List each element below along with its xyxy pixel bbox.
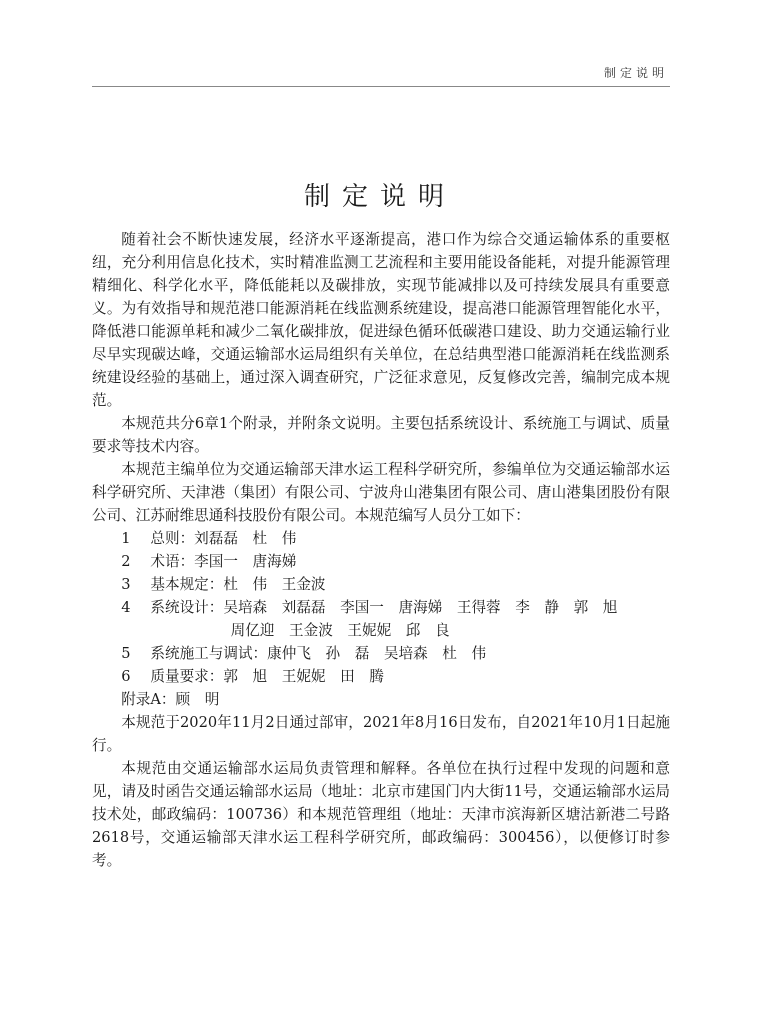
list-item [92,665,670,688]
item-text: 系统施工与调试：康仲飞 孙 磊 吴培森 杜 伟 [150,645,487,662]
running-head: 制定说明 [603,66,668,80]
item-text: 总则：刘磊磊 杜 伟 [150,530,297,547]
item-text: 系统设计：吴培森 刘磊磊 李国一 唐海娣 王得蓉 李 静 郭 旭 [150,599,618,616]
item-number: 1 [121,530,131,547]
list-item [92,527,670,550]
body-text [92,228,670,872]
paragraph-contact: 本规范由交通运输部水运局负责管理和解释。各单位在执行过程中发现的问题和意见，请及时函告交通运输部水运局（地址：北京市建国门内大街11号，交通运输部水运局技术处，邮政编码：100736）和本规范管理组（地址：天津市滨海新区塘沽新港二号路2618号，交通运输部天津水运工程科学研究所，邮政编码：300456），以便修订时参考。 [92,760,670,869]
appendix-line: 附录A：顾 明 [121,691,220,708]
paragraph-dates: 本规范于2020年11月2日通过部审，2021年8月16日发布，自2021年10月1日起施行。 [92,714,670,754]
item-text-continuation: 周亿迎 王金波 王妮妮 邱 良 [230,622,450,639]
list-item [92,573,670,596]
header-rule [92,86,670,87]
item-number: 2 [121,553,131,570]
paragraph-background: 随着社会不断快速发展，经济水平逐渐提高，港口作为综合交通运输体系的重要枢纽，充分利用信息化技术，实时精准监测工艺流程和主要用能设备能耗，对提升能源管理精细化、科学化水平，降低能耗以及碳排放，实现节能减排以及可持续发展具有重要意义。为有效指导和规范港口能源消耗在线监测系统建设，提高港口能源管理智能化水平，降低港口能源单耗和减少二氧化碳排放，促进绿色循环低碳港口建设、助力交通运输行业尽早实现碳达峰，交通运输部水运局组织有关单位，在总结典型港口能源消耗在线监测系统建设经验的基础上，通过深入调查研究，广泛征求意见，反复修改完善，编制完成本规范。 [92,231,670,409]
paragraph-units: 本规范主编单位为交通运输部天津水运工程科学研究所，参编单位为交通运输部水运科学研究所、天津港（集团）有限公司、宁波舟山港集团有限公司、唐山港集团股份有限公司、江苏耐维思通科技股份有限公司。本规范编写人员分工如下： [92,461,670,524]
item-number: 3 [121,576,131,593]
list-item [92,550,670,573]
item-number: 4 [121,599,131,616]
item-text: 术语：李国一 唐海娣 [150,553,297,570]
list-item [92,642,670,665]
item-number: 5 [121,645,131,662]
division-list [92,527,670,688]
item-number: 6 [121,668,131,685]
item-text: 质量要求：郭 旭 王妮妮 田 腾 [150,668,384,685]
item-text: 基本规定：杜 伟 王金波 [150,576,326,593]
list-item [92,596,670,642]
page-title: 制定说明 [303,182,456,212]
paragraph-scope: 本规范共分6章1个附录，并附条文说明。主要包括系统设计、系统施工与调试、质量要求等技术内容。 [92,415,670,455]
item-text-group [150,596,670,642]
